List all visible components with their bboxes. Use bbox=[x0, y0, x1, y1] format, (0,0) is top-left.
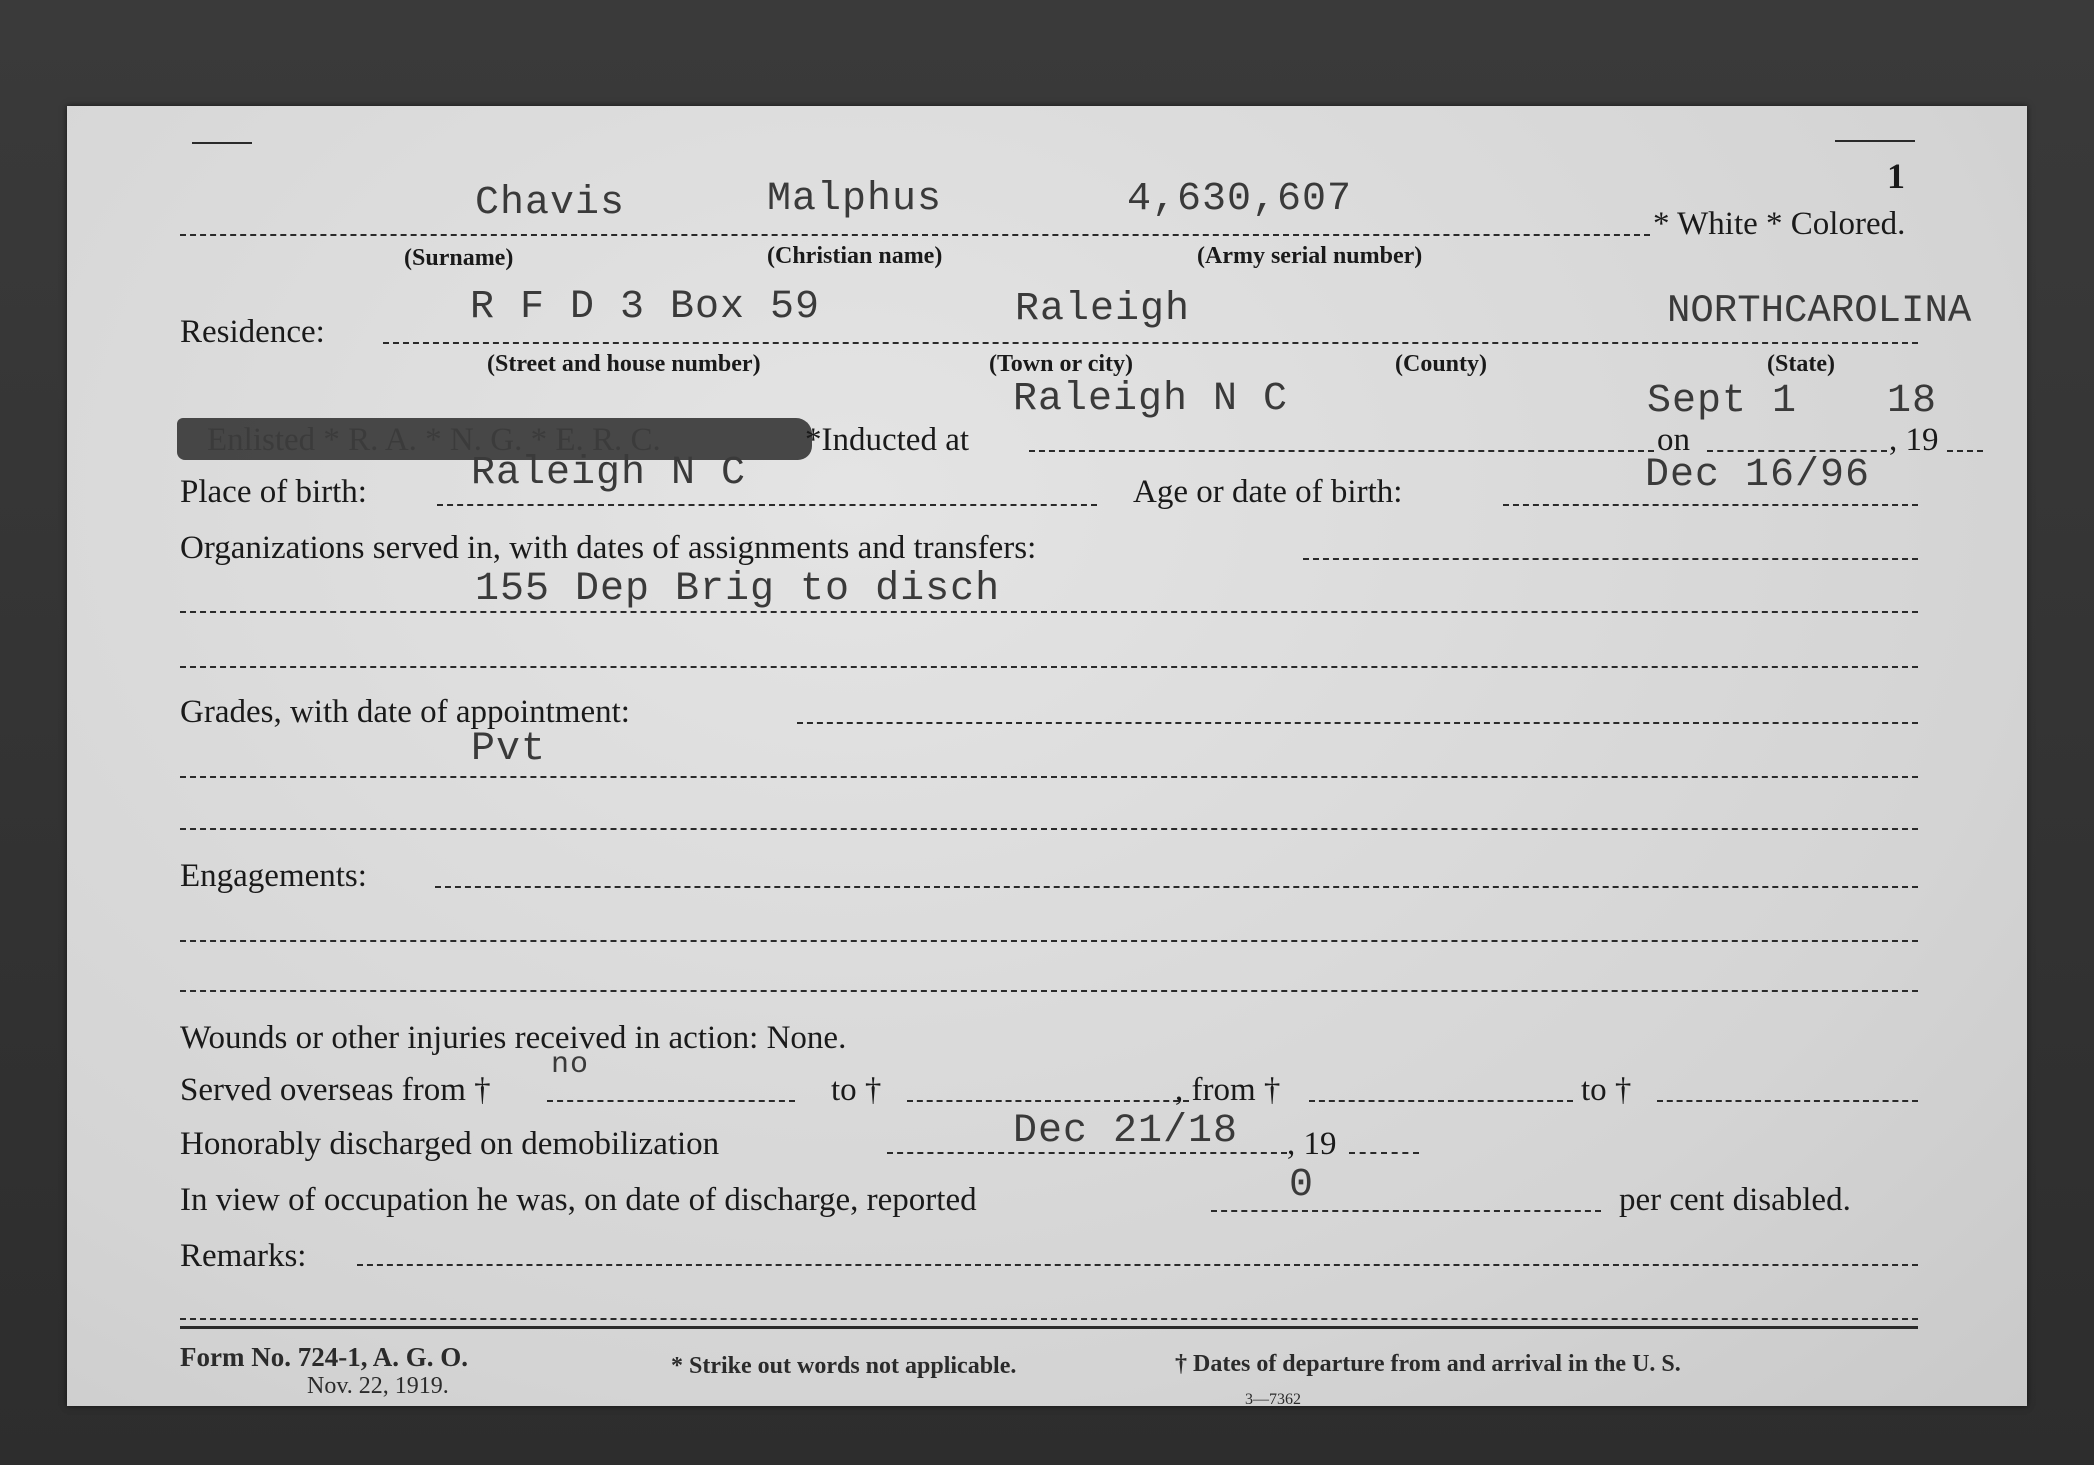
discharge-year-prefix: , 19 bbox=[1287, 1126, 1337, 1162]
serial-number-label: (Army serial number) bbox=[1197, 243, 1423, 269]
remarks-line-1 bbox=[357, 1264, 1918, 1266]
engagements-line-2 bbox=[180, 940, 1918, 942]
disability-line bbox=[1211, 1210, 1601, 1212]
race-options bbox=[1653, 208, 1905, 241]
engagements-line-1 bbox=[435, 886, 1918, 888]
overseas-to-label-2: to † bbox=[1581, 1072, 1632, 1108]
organizations-line-2 bbox=[180, 611, 1918, 613]
street-label: (Street and house number) bbox=[487, 351, 761, 377]
form-number: Form No. 724-1, A. G. O. bbox=[180, 1342, 468, 1372]
grades-line-3 bbox=[180, 828, 1918, 830]
engagements-line-3 bbox=[180, 990, 1918, 992]
engagements-label: Engagements: bbox=[180, 858, 367, 894]
town-value: Raleigh bbox=[1015, 287, 1191, 332]
place-of-birth-line bbox=[437, 504, 1097, 506]
place-of-birth-value: Raleigh N C bbox=[471, 451, 747, 496]
discharge-year-line bbox=[1349, 1152, 1419, 1154]
on-date-line bbox=[1707, 450, 1887, 452]
organizations-line-1 bbox=[1303, 558, 1918, 560]
street-value: R F D 3 Box 59 bbox=[470, 285, 821, 330]
disability-suffix: per cent disabled. bbox=[1619, 1182, 1851, 1218]
surname-value: Chavis bbox=[475, 181, 626, 226]
dagger-note: † Dates of departure from and arrival in the U. S. bbox=[1175, 1351, 1681, 1377]
overseas-to-line-1 bbox=[907, 1100, 1189, 1102]
date-of-birth-label: Age or date of birth: bbox=[1133, 474, 1403, 510]
county-label: (County) bbox=[1395, 351, 1488, 377]
inducted-at-line bbox=[1029, 450, 1654, 452]
town-label: (Town or city) bbox=[989, 351, 1133, 377]
state-label: (State) bbox=[1767, 351, 1835, 377]
date-of-birth-value: Dec 16/96 bbox=[1645, 453, 1871, 498]
grades-label: Grades, with date of appointment: bbox=[180, 694, 630, 730]
remarks-line-2 bbox=[180, 1318, 1918, 1320]
residence-line bbox=[383, 342, 1918, 344]
print-code: 3—7362 bbox=[1245, 1391, 1301, 1408]
serial-number-value: 4,630,607 bbox=[1127, 177, 1353, 222]
christian-name-value: Malphus bbox=[767, 177, 943, 222]
organizations-line-3 bbox=[180, 666, 1918, 668]
year-line bbox=[1947, 450, 1983, 452]
form-date: Nov. 22, 1919. bbox=[307, 1373, 449, 1399]
christian-name-label: (Christian name) bbox=[767, 243, 943, 269]
discharge-date-value: Dec 21/18 bbox=[1013, 1109, 1239, 1154]
date-of-birth-line bbox=[1503, 504, 1918, 506]
race-options-text: * White * Colored. bbox=[1653, 206, 1906, 242]
induction-year-value: 18 bbox=[1887, 379, 1938, 424]
card-number: 1 bbox=[1887, 156, 1905, 196]
wounds-label: Wounds or other injuries received in action: None. bbox=[180, 1020, 847, 1056]
overseas-from-label-2: , from † bbox=[1175, 1072, 1281, 1108]
top-right-rule bbox=[1835, 140, 1915, 142]
service-record-card bbox=[67, 106, 2027, 1406]
strike-note: * Strike out words not applicable. bbox=[671, 1353, 1017, 1379]
grades-value: Pvt bbox=[471, 727, 547, 772]
on-label: on bbox=[1657, 422, 1690, 458]
discharge-label: Honorably discharged on demobilization bbox=[180, 1126, 720, 1162]
top-left-rule bbox=[192, 142, 252, 144]
remarks-label: Remarks: bbox=[180, 1238, 307, 1274]
disability-label: In view of occupation he was, on date of discharge, reported bbox=[180, 1182, 977, 1218]
organizations-value: 155 Dep Brig to disch bbox=[475, 567, 1001, 612]
year-prefix: , 19 bbox=[1889, 422, 1939, 458]
served-overseas-label: Served overseas from † bbox=[180, 1072, 491, 1108]
overseas-from-line-2 bbox=[1309, 1100, 1573, 1102]
discharge-line bbox=[887, 1152, 1287, 1154]
surname-label: (Surname) bbox=[404, 245, 514, 271]
disability-value: 0 bbox=[1289, 1163, 1315, 1208]
place-of-birth-label: Place of birth: bbox=[180, 474, 367, 510]
inducted-at-value: Raleigh N C bbox=[1013, 377, 1289, 422]
grades-line-2 bbox=[180, 776, 1918, 778]
organizations-label: Organizations served in, with dates of assignments and transfers: bbox=[180, 530, 1037, 566]
overseas-to-line-2 bbox=[1657, 1100, 1918, 1102]
name-row-line bbox=[180, 234, 1650, 236]
inducted-at-label: *Inducted at bbox=[805, 422, 970, 458]
served-overseas-value: no bbox=[551, 1048, 590, 1082]
overseas-to-label-1: to † bbox=[831, 1072, 882, 1108]
overseas-from-line bbox=[547, 1100, 795, 1102]
state-value: NORTHCAROLINA bbox=[1667, 289, 1972, 333]
residence-label: Residence: bbox=[180, 314, 325, 350]
induction-date-value: Sept 1 bbox=[1647, 379, 1798, 424]
grades-line-1 bbox=[797, 722, 1918, 724]
footer-rule bbox=[180, 1326, 1918, 1329]
